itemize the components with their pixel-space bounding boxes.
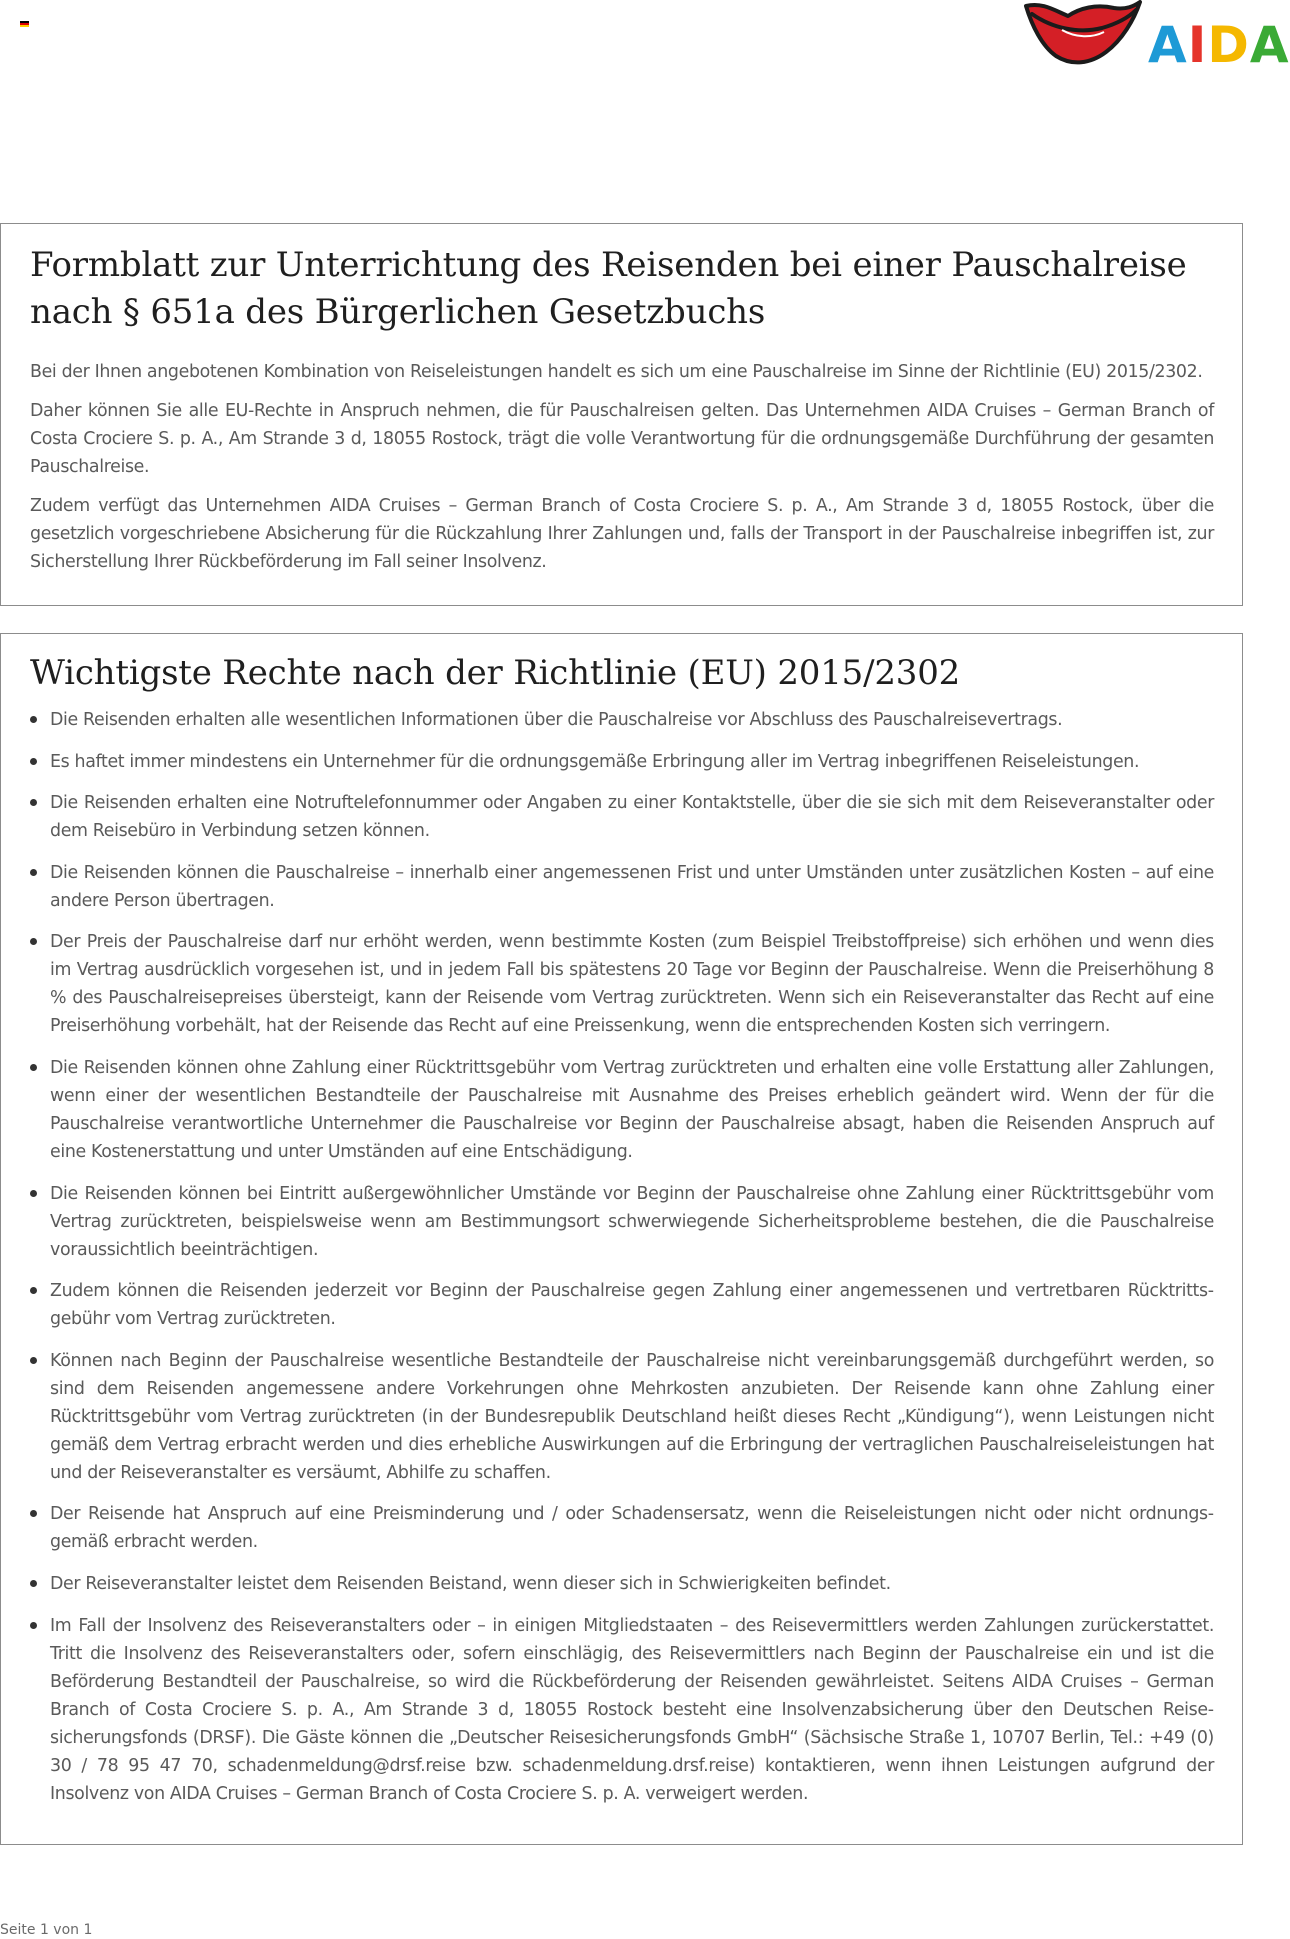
rights-list bbox=[30, 706, 1214, 1808]
insolvency-protection-paragraph: Zudem verfügt das Unternehmen AIDA Cruises – German Branch of Costa Crociere S. p. A., Am Strande 3 d, 18055 Rostock, über die gesetzlich vorgeschriebene Absicherung für die Rückzahlung Ihrer Zahlungen und, falls der Transport in der Pauschalreise inbegriffen ist, zur Sicherstellung Ihrer Rückbeförderung im Fall seiner Insolvenz. bbox=[30, 496, 1214, 572]
bullet-icon bbox=[30, 799, 37, 806]
bullet-icon bbox=[30, 1357, 37, 1364]
rights-box bbox=[0, 633, 1243, 1845]
aida-logo bbox=[1022, 0, 1290, 78]
bullet-icon bbox=[30, 1580, 37, 1587]
rights-item bbox=[30, 1277, 1214, 1333]
rights-item bbox=[30, 859, 1214, 915]
german-flag-icon[interactable] bbox=[20, 21, 29, 27]
rights-item-text: Der Reiseveranstalter leistet dem Reisenden Beistand, wenn dieser sich in Schwierigkeiten befindet. bbox=[50, 1573, 891, 1594]
rights-item bbox=[30, 928, 1214, 1040]
responsibility-paragraph: Daher können Sie alle EU-Rechte in Anspruch nehmen, die für Pauschalreisen gelten. Das Unternehmen AIDA Cruises – German Branch of Costa Crociere S. p. A., Am Strande 3 d, 18055 Rostock, trägt die volle Verantwortung für die ordnungsgemäße Durchführung der gesamten Pauschalreise. bbox=[30, 401, 1214, 477]
bullet-icon bbox=[30, 1510, 37, 1517]
bullet-icon bbox=[30, 1622, 37, 1629]
bullet-icon bbox=[30, 1064, 37, 1071]
logo-letter: I bbox=[1187, 16, 1208, 74]
logo-letter: A bbox=[1249, 16, 1290, 74]
rights-item bbox=[30, 748, 1214, 776]
aida-wordmark bbox=[1148, 16, 1290, 74]
bullet-icon bbox=[30, 716, 37, 723]
rights-item-text: Die Reisenden können ohne Zahlung einer Rücktrittsgebühr vom Vertrag zurücktreten und erhalten eine volle Erstattung aller Zahlungen, wenn einer der wesentlichen Bestandteile der Pauschalreise mit Ausnahme des Preises erheblich geändert wird. Wenn der für die Pauschalreise verantwortliche Unternehmer die Pauschalreise vor Beginn der Pauschalreise absagt, haben die Reisenden Anspruch auf eine Kostenerstattung und unter Umständen auf eine Entschädigung. bbox=[50, 1057, 1214, 1162]
rights-item-text: Im Fall der Insolvenz des Reiseveranstalters oder – in einigen Mitgliedstaaten – des Reisevermittlers werden Zahlungen zurückerstattet. Tritt die Insolvenz des Reiseveranstalters oder, sofern einschlägig, des Reisevermittlers nach Beginn der Pauschalreise ein und ist die Beförderung Bestandteil der Pauschalreise, so wird die Rückbeförderung der Reisenden gewährleistet. Seitens AIDA Cruises – German Branch of Costa Crociere S. p. A., Am Strande 3 d, 18055 Rostock besteht eine Insolvenzabsicherung über den Deutschen Reisesicherungsfonds (DRSF). Die Gäste können die „Deutscher Reisesicherungsfonds GmbH“ (Sächsische Straße 1, 10707 Berlin, Tel.: +49 (0) 30 / 78 95 47 70, schadenmeldung@drsf.reise bzw. schadenmeldung.drsf.reise) kontaktieren, wenn ihnen Leistungen aufgrund der Insolvenz von AIDA Cruises – German Branch of Costa Crociere S. p. A. verweigert werden. bbox=[50, 1615, 1214, 1804]
rights-item bbox=[30, 1570, 1214, 1598]
form-title: Formblatt zur Unterrichtung des Reisenden bei einer Pauschalreise nach § 651a des Bürgerlichen Gesetzbuchs bbox=[30, 245, 1187, 332]
rights-item bbox=[30, 1054, 1214, 1166]
bullet-icon bbox=[30, 1287, 37, 1294]
intro-paragraph: Bei der Ihnen angebotenen Kombination von Reiseleistungen handelt es sich um eine Pauschalreise im Sinne der Richtlinie (EU) 2015/2302. bbox=[30, 362, 1203, 382]
rights-item bbox=[30, 1612, 1214, 1808]
bullet-icon bbox=[30, 938, 37, 945]
info-box bbox=[0, 223, 1243, 606]
bullet-icon bbox=[30, 758, 37, 765]
rights-item-text: Die Reisenden erhalten alle wesentlichen Informationen über die Pauschalreise vor Abschluss des Pauschalreisevertrags. bbox=[50, 710, 1063, 730]
rights-item-text: Die Reisenden können bei Eintritt außergewöhnlicher Umstände vor Beginn der Pauschalreise ohne Zahlung einer Rücktrittsgebühr vom Vertrag zurücktreten, beispielsweise wenn am Bestimmungsort schwerwiegende Sicherheitsprobleme bestehen, die die Pauschalreise voraussichtlich beeinträchtigen. bbox=[50, 1183, 1214, 1260]
rights-item-text: Der Preis der Pauschalreise darf nur erhöht werden, wenn bestimmte Kosten (zum Beispiel Treibstoffpreise) sich erhöhen und wenn dies im Vertrag ausdrücklich vorgesehen ist, und in jedem Fall bis spätestens 20 Tage vor Beginn der Pauschalreise. Wenn die Preiserhöhung 8 % des Pauschalreisepreises übersteigt, kann der Reisende vom Vertrag zurücktreten. Wenn sich ein Reiseveranstalter das Recht auf eine Preiserhöhung vorbehält, hat der Reisende das Recht auf eine Preissenkung, wenn die entsprechenden Kosten sich verringern. bbox=[50, 932, 1214, 1037]
rights-item bbox=[30, 1500, 1214, 1556]
rights-item bbox=[30, 789, 1214, 845]
logo-letter: A bbox=[1148, 16, 1188, 74]
rights-item bbox=[30, 706, 1214, 734]
bullet-icon bbox=[30, 869, 37, 876]
rights-item-text: Der Reisende hat Anspruch auf eine Preisminderung und / oder Schadensersatz, wenn die Reiseleistungen nicht oder nicht ordnungsgemäß erbracht werden. bbox=[50, 1504, 1214, 1553]
rights-item-text: Es haftet immer mindestens ein Unternehmer für die ordnungsgemäße Erbringung aller im Vertrag inbegriffenen Reiseleistungen. bbox=[50, 751, 1140, 772]
rights-item bbox=[30, 1347, 1214, 1487]
rights-title: Wichtigste Rechte nach der Richtlinie (EU) 2015/2302 bbox=[30, 653, 961, 693]
logo-letter: D bbox=[1207, 16, 1250, 74]
bullet-icon bbox=[30, 1190, 37, 1197]
rights-item bbox=[30, 1180, 1214, 1264]
rights-item-text: Können nach Beginn der Pauschalreise wesentliche Bestandteile der Pauschalreise nicht vereinbarungsgemäß durchgeführt werden, so sind dem Reisenden angemessene andere Vorkehrungen ohne Mehrkosten anzubieten. Der Reisende kann ohne Zahlung einer Rücktrittsgebühr vom Vertrag zurücktreten (in der Bundesrepublik Deutschland heißt dieses Recht „Kündigung“), wenn Leistungen nicht gemäß dem Vertrag erbracht werden und dies erhebliche Auswirkungen auf die Erbringung der vertraglichen Pauschalreiseleistungen hat und der Reiseveranstalter es versäumt, Abhilfe zu schaffen. bbox=[50, 1350, 1214, 1483]
page-number: Seite 1 von 1 bbox=[0, 1922, 93, 1938]
flag-stripe-gold bbox=[20, 25, 29, 27]
rights-item-text: Die Reisenden erhalten eine Notruftelefonnummer oder Angaben zu einer Kontaktstelle, über die sie sich mit dem Reiseveranstalter oder dem Reisebüro in Verbindung setzen können. bbox=[50, 793, 1214, 842]
rights-item-text: Die Reisenden können die Pauschalreise – innerhalb einer angemessenen Frist und unter Umständen unter zusätzlichen Kosten – auf eine andere Person übertragen. bbox=[50, 862, 1214, 911]
kussmund-lips-icon bbox=[1022, 0, 1152, 78]
rights-item-text: Zudem können die Reisenden jederzeit vor Beginn der Pauschalreise gegen Zahlung einer angemessenen und vertretbaren Rücktrittsgebühr vom Vertrag zurücktreten. bbox=[50, 1281, 1214, 1330]
